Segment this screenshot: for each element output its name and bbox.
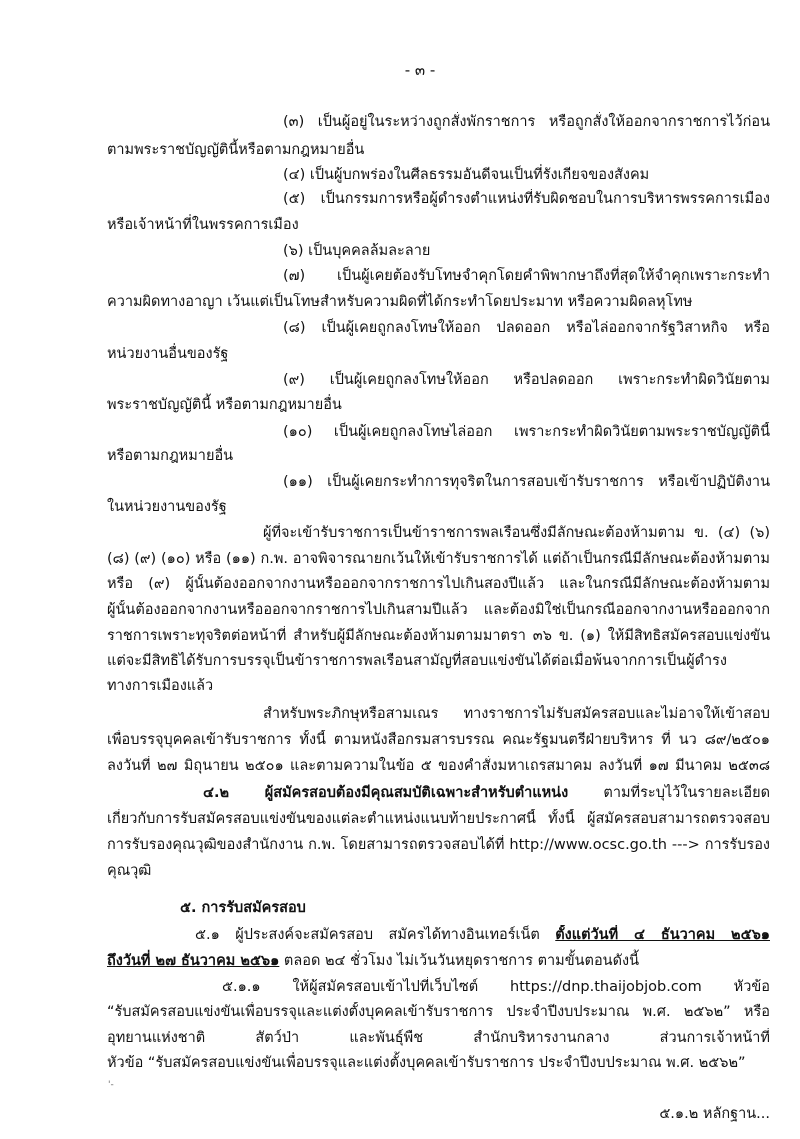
line-text: หัวข้อ “รับสมัครสอบแข่งขันเพื่อบรรจุและแต่งตั้งบุคคลเข้ารับราชการ ประจำปีงบประมาณ พ.ศ. ๒๕๖๒” (107, 1055, 746, 1071)
page-number: - ๓ - (404, 61, 436, 79)
text-line (107, 497, 227, 517)
line-text: (๗) เป็นผู้เคยต้องรับโทษจำคุกโดยคำพิพากษาถึงที่สุดให้จำคุกเพราะกระทำ (283, 268, 770, 284)
line-text: หน่วยงานอื่นของรัฐ (107, 346, 229, 362)
line-text: หรือเจ้าหน้าที่ในพรรคการเมือง (107, 217, 299, 233)
text-line (107, 344, 228, 364)
text-line (107, 861, 151, 881)
text-line (283, 472, 770, 492)
line-text: ผู้ที่จะเข้ารับราชการเป็นข้าราชการพลเรือนซึ่งมีลักษณะต้องห้ามตาม ข. (๔) (๖) (263, 525, 770, 541)
continuation-footer: ๕.๑.๒ หลักฐาน... (659, 1106, 770, 1122)
text-line (263, 523, 770, 543)
text-line (263, 704, 770, 724)
line-text: ลงวันที่ ๒๗ มิถุนายน ๒๕๐๑ และตามความในข้อ ๕ ของคำสั่งมหาเถรสมาคม ลงวันที่ ๑๗ มีนาคม ๒๕๓๘ (107, 758, 770, 774)
scan-speck: '- (108, 1080, 114, 1090)
line-text: ราชการเพราะทุจริตต่อหน้าที่ สำหรับผู้มีลักษณะต้องห้ามตามมาตรา ๓๖ ข. (๑) ให้มีสิทธิสมัครสอบแข่งขัน (107, 628, 770, 644)
text-line (107, 1028, 770, 1048)
line-text: ผู้นั้นต้องออกจากงานหรือออกจากราชการไปเกินสามปีแล้ว และต้องมิใช่เป็นกรณีออกจากงานหรือออกจาก (107, 602, 770, 618)
line-text: (๔) เป็นผู้บกพร่องในศีลธรรมอันดีจนเป็นที่รังเกียจของสังคม (283, 167, 650, 183)
text-line (107, 1002, 770, 1022)
text-line (283, 318, 770, 338)
text-line (222, 977, 770, 997)
text-line (107, 730, 770, 750)
text-line (107, 951, 639, 971)
line-text: ความผิดทางอาญา เว้นแต่เป็นโทษสำหรับความผิดที่ได้กระทำโดยประมาท หรือความผิดลหุโทษ (107, 294, 693, 310)
line-text: ในหน่วยงานของรัฐ (107, 499, 227, 515)
text-line (107, 215, 299, 235)
emphasized-text: ถึงวันที่ ๒๗ ธันวาคม ๒๕๖๑ (107, 953, 280, 969)
text-line (203, 783, 770, 803)
line-text: (๙) เป็นผู้เคยถูกลงโทษให้ออก หรือปลดออก เพราะกระทำผิดวินัยตาม (283, 372, 770, 388)
line-text: (๓) เป็นผู้อยู่ในระหว่างถูกสั่งพักราชการ หรือถูกสั่งให้ออกจากราชการไว้ก่อน (283, 114, 770, 130)
line-text: คุณวุฒิ (107, 863, 152, 879)
emphasized-text: ตั้งแต่วันที่ ๔ ธันวาคม ๒๕๖๑ (555, 927, 770, 943)
line-text: ตลอด ๒๔ ชั่วโมง ไม่เว้นวันหยุดราชการ ตามขั้นตอนดังนี้ (279, 953, 639, 969)
text-line (283, 112, 770, 132)
text-line (107, 395, 342, 415)
text-line (107, 574, 770, 594)
text-line (107, 600, 770, 620)
text-line (283, 422, 770, 442)
line-text: หรือ (๙) ผู้นั้นต้องออกจากงานหรือออกจากราชการไปเกินสองปีแล้ว และในกรณีมีลักษณะต้องห้ามตาม (107, 576, 770, 592)
text-line (283, 266, 770, 286)
text-line (283, 241, 430, 261)
line-text: (๑๐) เป็นผู้เคยถูกลงโทษไล่ออก เพราะกระทำผิดวินัยตามพระราชบัญญัตินี้ (283, 424, 770, 440)
line-text: สำหรับพระภิกษุหรือสามเณร ทางราชการไม่รับสมัครสอบและไม่อาจให้เข้าสอบ (263, 706, 770, 722)
text-line (107, 1053, 746, 1073)
line-text: เพื่อบรรจุบุคคลเข้ารับราชการ ทั้งนี้ ตามหนังสือกรมสารบรรณ คณะรัฐมนตรีฝ่ายบริหาร ที่ นว ๘๙/๒๕๐๑ (107, 732, 770, 748)
text-line (107, 292, 692, 312)
text-line (107, 626, 770, 646)
emphasized-text: ๔.๒ ผู้สมัครสอบต้องมีคุณสมบัติเฉพาะสำหรับตำแหน่ง (203, 785, 569, 801)
text-line (107, 651, 770, 671)
text-line (107, 446, 233, 466)
line-text: ๕.๑ ผู้ประสงค์จะสมัครสอบ สมัครได้ทางอินเทอร์เน็ต (195, 927, 556, 943)
line-text: อุทยานแห่งชาติ สัตว์ป่า และพันธุ์พืช สำนักบริหารงานกลาง ส่วนการเจ้าหน้าที่ (107, 1030, 770, 1046)
text-line (107, 809, 770, 829)
line-text: ตามที่ระบุไว้ในรายละเอียด (568, 785, 770, 801)
text-line (283, 165, 649, 185)
line-text: พระราชบัญญัตินี้ หรือตามกฎหมายอื่น (107, 397, 342, 413)
line-text: (๖) เป็นบุคคลล้มละลาย (283, 243, 431, 259)
line-text: “รับสมัครสอบแข่งขันเพื่อบรรจุและแต่งตั้งบุคคลเข้ารับราชการ ประจำปีงบประมาณ พ.ศ. ๒๕๖๒” หรือ (107, 1004, 770, 1020)
line-text: ทางการเมืองแล้ว (107, 678, 214, 694)
line-text: (๕) เป็นกรรมการหรือผู้ดำรงตำแหน่งที่รับผิดชอบในการบริหารพรรคการเมือง (283, 191, 770, 207)
text-line (107, 756, 770, 776)
text-line (283, 189, 770, 209)
line-text: ๕.๑.๑ ให้ผู้สมัครสอบเข้าไปที่เว็บไซต์ https://dnp.thaijobjob.com หัวข้อ (222, 979, 770, 995)
line-text: (๑๑) เป็นผู้เคยกระทำการทุจริตในการสอบเข้ารับราชการ หรือเข้าปฏิบัติงาน (283, 474, 770, 490)
text-line (107, 835, 770, 855)
line-text: การรับรองคุณวุฒิของสำนักงาน ก.พ. โดยสามารถตรวจสอบได้ที่ http://www.ocsc.go.th ---> การรับรอง (107, 837, 770, 853)
emphasized-text: ๕. การรับสมัครสอบ (180, 900, 306, 916)
text-line (107, 676, 213, 696)
text-line (107, 140, 364, 160)
text-line (107, 549, 770, 569)
text-line (195, 925, 770, 945)
line-text: (๘) (๙) (๑๐) หรือ (๑๑) ก.พ. อาจพิจารณายกเว้นให้เข้ารับราชการได้ แต่ถ้าเป็นกรณีมีลักษณะต้องห้ามตาม (107, 551, 770, 567)
line-text: (๘) เป็นผู้เคยถูกลงโทษให้ออก ปลดออก หรือไล่ออกจากรัฐวิสาหกิจ หรือ (283, 320, 770, 336)
line-text: หรือตามกฎหมายอื่น (107, 448, 234, 464)
line-text: เกี่ยวกับการรับสมัครสอบแข่งขันของแต่ละตำแหน่งแนบท้ายประกาศนี้ ทั้งนี้ ผู้สมัครสอบสามารถตรวจสอบ (107, 811, 770, 827)
line-text: แต่จะมีสิทธิได้รับการบรรจุเป็นข้าราชการพลเรือนสามัญที่สอบแข่งขันได้ต่อเมื่อพ้นจากการเป็นผู้ดำรง (107, 653, 728, 669)
text-line (283, 370, 770, 390)
text-line (180, 898, 306, 918)
line-text: ตามพระราชบัญญัตินี้หรือตามกฎหมายอื่น (107, 142, 365, 158)
